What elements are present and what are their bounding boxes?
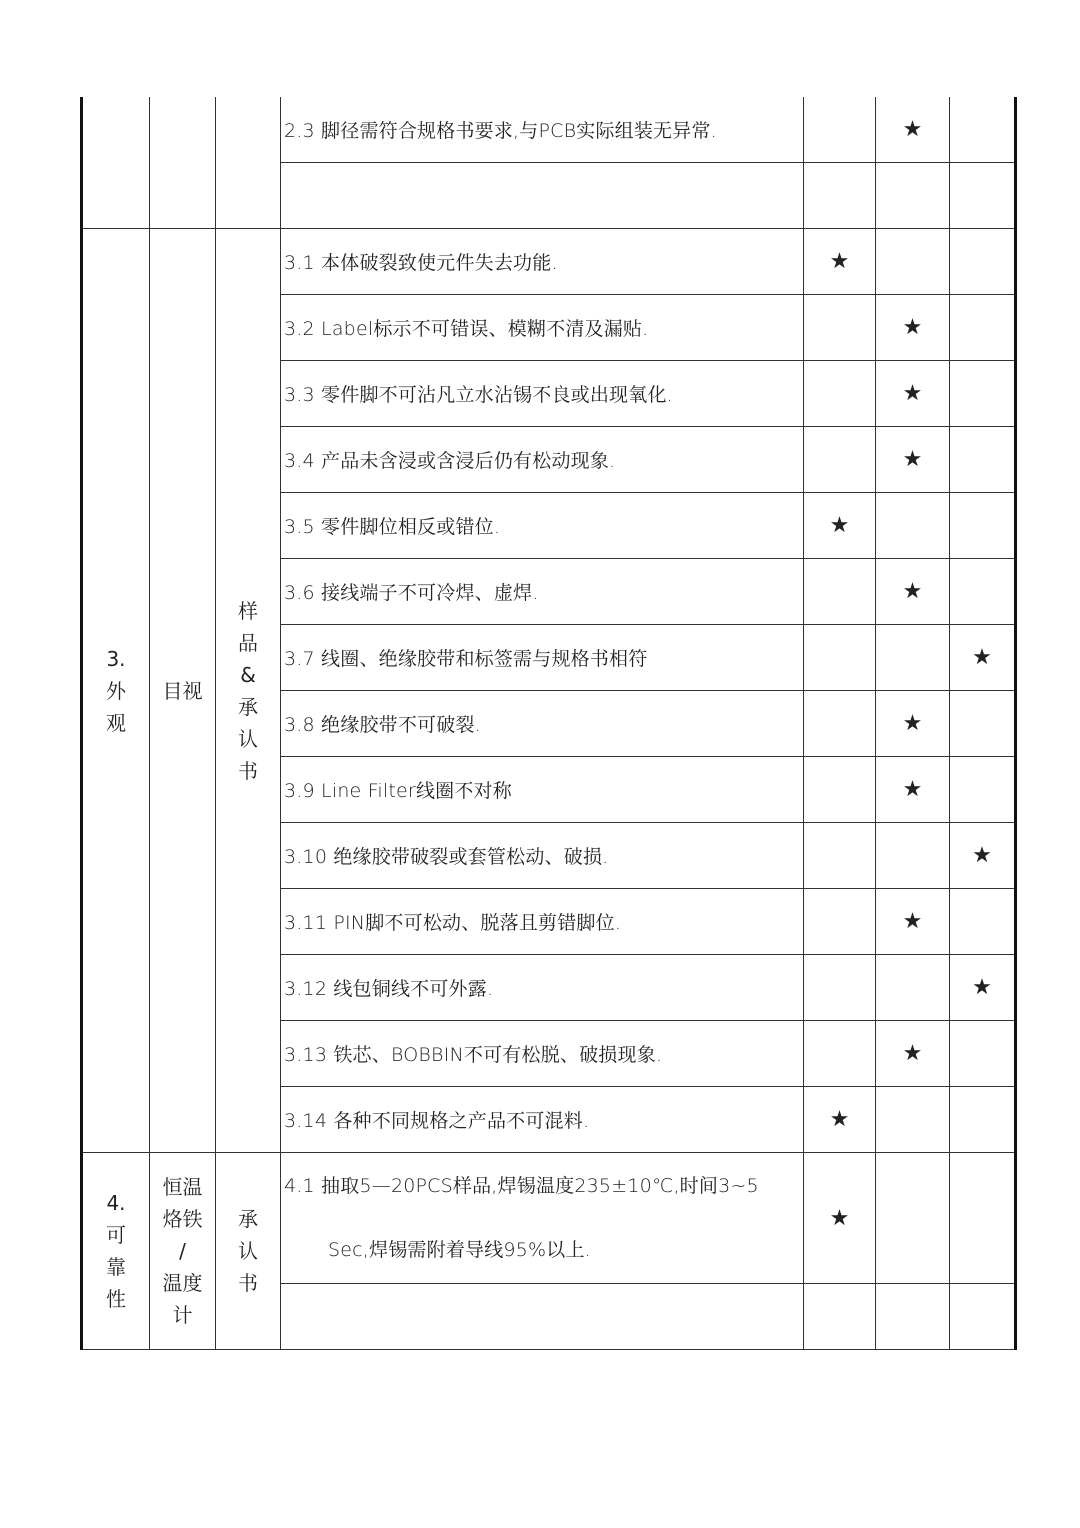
item-cell — [82, 229, 150, 1153]
level-1-mark-cell — [804, 1087, 876, 1153]
star-icon: ★ — [902, 381, 923, 406]
level-2-mark-cell — [876, 625, 950, 691]
level-1-mark-cell — [804, 229, 876, 295]
method-label: 目视 — [162, 678, 203, 703]
star-icon: ★ — [902, 117, 923, 142]
star-icon: ★ — [972, 975, 992, 1000]
level-1-mark-cell — [804, 493, 876, 559]
vertical-char: 品 — [238, 630, 258, 655]
method-cell — [150, 229, 216, 1153]
level-2-mark-cell — [876, 1087, 950, 1153]
level-3-mark-cell — [950, 493, 1016, 559]
level-2-mark-cell — [876, 1021, 950, 1087]
level-1-mark-cell — [804, 625, 876, 691]
vertical-char: 4. — [106, 1191, 126, 1215]
description-cell: 3.7 线圈、绝缘胶带和标签需与规格书相符 — [281, 625, 804, 691]
description-cell: 3.13 铁芯、BOBBIN不可有松脱、破损现象. — [281, 1021, 804, 1087]
star-icon: ★ — [902, 1041, 923, 1066]
description-cell: 3.9 Line Filter线圈不对称 — [281, 757, 804, 823]
level-2-mark-cell — [876, 1153, 950, 1284]
table-row — [82, 229, 1016, 295]
level-3-mark-cell — [950, 163, 1016, 229]
vertical-char: 书 — [238, 758, 258, 783]
vertical-char: 外 — [106, 678, 126, 703]
star-icon: ★ — [902, 711, 923, 736]
level-3-mark-cell — [950, 625, 1016, 691]
level-1-mark-cell — [804, 559, 876, 625]
level-3-mark-cell — [950, 559, 1016, 625]
vertical-char: 3. — [106, 646, 126, 671]
star-icon: ★ — [972, 645, 992, 670]
level-2-mark-cell — [876, 361, 950, 427]
description-cell: 3.11 PIN脚不可松动、脱落且剪错脚位. — [281, 889, 804, 955]
basis-cell — [216, 229, 281, 1153]
level-1-mark-cell — [804, 427, 876, 493]
basis-cell — [216, 1153, 281, 1350]
level-1-mark-cell — [804, 163, 876, 229]
level-2-mark-cell — [876, 559, 950, 625]
level-1-mark-cell — [804, 1284, 876, 1350]
vertical-char: / — [179, 1239, 186, 1263]
description-cell: 3.12 线包铜线不可外露. — [281, 955, 804, 1021]
star-icon: ★ — [902, 315, 923, 340]
level-3-mark-cell — [950, 955, 1016, 1021]
vertical-char: 靠 — [106, 1255, 126, 1279]
description-cell — [281, 1153, 804, 1284]
inspection-table — [80, 97, 1017, 1350]
vertical-char: 样 — [238, 598, 258, 623]
level-3-mark-cell — [950, 361, 1016, 427]
vertical-char: 温度 — [162, 1271, 203, 1295]
level-1-mark-cell — [804, 1021, 876, 1087]
level-2-mark-cell — [876, 427, 950, 493]
vertical-char: 承 — [238, 694, 258, 719]
description-cell: 3.14 各种不同规格之产品不可混料. — [281, 1087, 804, 1153]
level-3-mark-cell — [950, 229, 1016, 295]
level-1-mark-cell — [804, 361, 876, 427]
vertical-char: 计 — [172, 1303, 193, 1327]
level-2-mark-cell — [876, 691, 950, 757]
star-icon: ★ — [902, 447, 923, 472]
level-3-mark-cell — [950, 757, 1016, 823]
star-icon: ★ — [829, 1205, 850, 1231]
level-2-mark-cell — [876, 955, 950, 1021]
inspection-table-sheet — [80, 97, 1014, 1350]
description-cell: 3.6 接线端子不可冷焊、虚焊. — [281, 559, 804, 625]
basis-cell — [216, 97, 281, 229]
level-3-mark-cell — [950, 1153, 1016, 1284]
description-cell: 3.4 产品未含浸或含浸后仍有松动现象. — [281, 427, 804, 493]
description-cell — [281, 1284, 804, 1350]
star-icon: ★ — [902, 579, 923, 604]
level-3-mark-cell — [950, 1087, 1016, 1153]
level-3-mark-cell — [950, 1021, 1016, 1087]
level-1-mark-cell — [804, 757, 876, 823]
level-3-mark-cell — [950, 1284, 1016, 1350]
level-2-mark-cell — [876, 889, 950, 955]
vertical-char: 恒温 — [162, 1175, 203, 1199]
description-cell: 3.10 绝缘胶带破裂或套管松动、破损. — [281, 823, 804, 889]
level-1-mark-cell — [804, 823, 876, 889]
description-cell: 3.5 零件脚位相反或错位. — [281, 493, 804, 559]
vertical-char: 可 — [106, 1223, 126, 1247]
level-2-mark-cell — [876, 757, 950, 823]
star-icon: ★ — [902, 909, 923, 934]
table-row — [82, 97, 1016, 163]
star-icon: ★ — [902, 777, 923, 802]
level-2-mark-cell — [876, 163, 950, 229]
description-cell: 3.8 绝缘胶带不可破裂. — [281, 691, 804, 757]
level-2-mark-cell — [876, 493, 950, 559]
star-icon: ★ — [972, 843, 992, 868]
vertical-char: & — [240, 662, 256, 687]
level-1-mark-cell — [804, 691, 876, 757]
level-2-mark-cell — [876, 1284, 950, 1350]
star-icon: ★ — [829, 1107, 850, 1132]
level-3-mark-cell — [950, 823, 1016, 889]
item-cell — [82, 97, 150, 229]
description-line: 4.1 抽取5—20PCS样品,焊锡温度235±10℃,时间3~5 — [284, 1175, 759, 1197]
vertical-char: 性 — [106, 1287, 126, 1311]
description-cell: 3.1 本体破裂致使元件失去功能. — [281, 229, 804, 295]
method-cell — [150, 1153, 216, 1350]
vertical-char: 观 — [106, 710, 126, 735]
description-cell — [281, 163, 804, 229]
description-line: Sec,焊锡需附着导线95%以上. — [328, 1239, 591, 1261]
level-2-mark-cell — [876, 295, 950, 361]
level-1-mark-cell — [804, 97, 876, 163]
level-3-mark-cell — [950, 427, 1016, 493]
level-1-mark-cell — [804, 889, 876, 955]
item-cell — [82, 1153, 150, 1350]
level-1-mark-cell — [804, 1153, 876, 1284]
level-2-mark-cell — [876, 229, 950, 295]
description-cell: 3.2 Label标示不可错误、模糊不清及漏贴. — [281, 295, 804, 361]
level-3-mark-cell — [950, 889, 1016, 955]
description-cell: 2.3 脚径需符合规格书要求,与PCB实际组装无异常. — [281, 97, 804, 163]
level-3-mark-cell — [950, 691, 1016, 757]
method-cell — [150, 97, 216, 229]
star-icon: ★ — [829, 513, 850, 538]
level-2-mark-cell — [876, 97, 950, 163]
vertical-char: 烙铁 — [162, 1207, 203, 1231]
vertical-char: 书 — [238, 1271, 258, 1295]
level-3-mark-cell — [950, 97, 1016, 163]
star-icon: ★ — [829, 249, 850, 274]
level-3-mark-cell — [950, 295, 1016, 361]
description-cell: 3.3 零件脚不可沾凡立水沾锡不良或出现氧化. — [281, 361, 804, 427]
level-2-mark-cell — [876, 823, 950, 889]
level-1-mark-cell — [804, 955, 876, 1021]
level-1-mark-cell — [804, 295, 876, 361]
table-row — [82, 1153, 1016, 1284]
vertical-char: 承 — [238, 1207, 258, 1231]
vertical-char: 认 — [238, 726, 258, 751]
vertical-char: 认 — [238, 1239, 258, 1263]
